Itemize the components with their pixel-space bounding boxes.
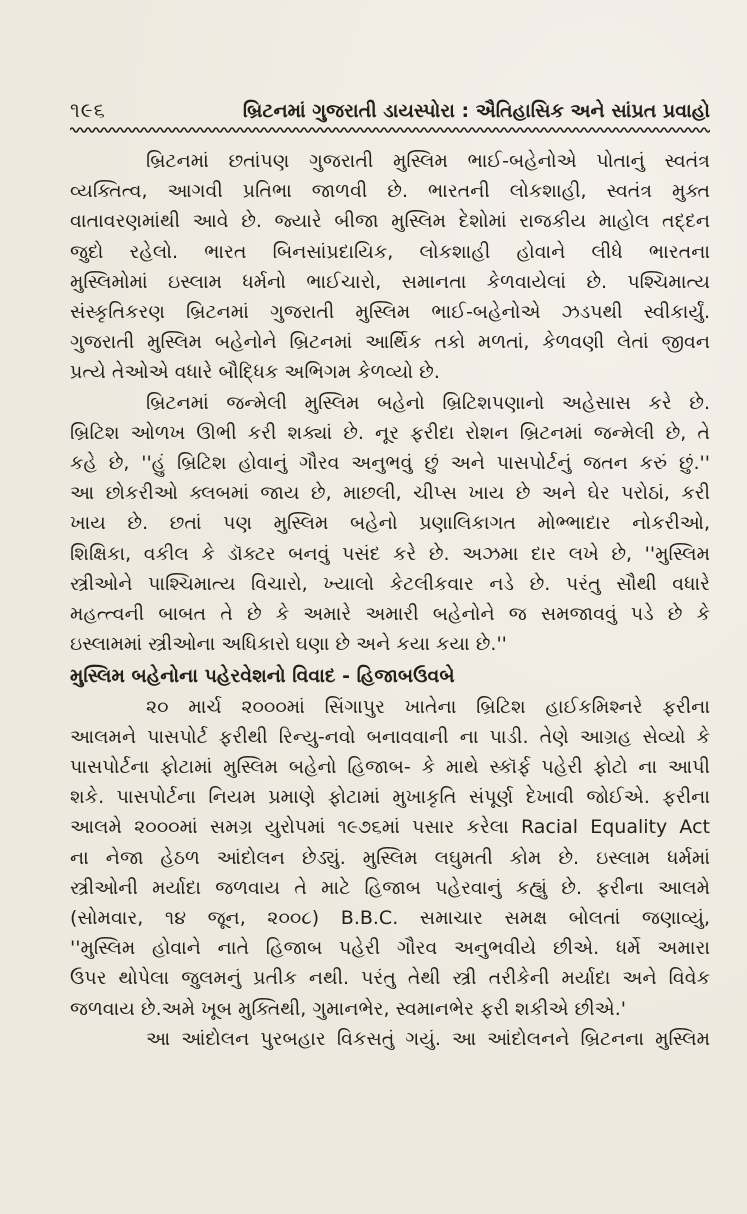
book-title: બ્રિટનમાં ગુજરાતી ડાયસ્પોરા : ઐતિહાસિક અને સાંપ્રત પ્રવાહો (242, 100, 710, 122)
text-line: વાતાવરણમાંથી આવે છે. જ્યારે બીજા મુસ્લિમ દેશોમાં રાજકીય માહોલ તદ્દન (70, 210, 710, 233)
text-line: મહત્ત્વની બાબત તે છે કે અમારે અમારી બહેનોને જ સમજાવવું પડે છે કે (70, 603, 710, 626)
text-line: મુસ્લિમોમાં ઇસ્લામ ધર્મનો ભાઈચારો, સમાનતા કેળવાયેલાં છે. પશ્ચિમાત્ય (70, 270, 710, 293)
text-line: (સોમવાર, ૧૪ જૂન, ૨૦૦૮) B.B.C. સમાચાર સમક્ષ બોલતાં જણાવ્યું, (70, 907, 710, 930)
text-line: જુદો રહેલો. ભારત બિનસાંપ્રદાયિક, લોકશાહી હોવાને લીધે ભારતના (70, 240, 710, 263)
text-line: આલમને પાસપોર્ટ ફરીથી રિન્યુ-નવો બનાવવાની ના પાડી. તેણે આગ્રહ સેવ્યો કે (70, 725, 710, 748)
text-line: કહે છે, ''હું બ્રિટિશ હોવાનું ગૌરવ અનુભવું છું અને પાસપોર્ટનું જતન કરું છું.'' (70, 452, 710, 475)
paragraph-1 (70, 146, 710, 388)
text-line: ઉપર થોપેલા જુલમનું પ્રતીક નથી. પરંતુ તેથી સ્ત્રી તરીકેની મર્યાદા અને વિવેક (70, 967, 710, 990)
page-body (70, 146, 710, 1054)
text-line: સંસ્કૃતિકરણ બ્રિટનમાં ગુજરાતી મુસ્લિમ ભાઈ-બહેનોએ ઝડપથી સ્વીકાર્યું. (70, 301, 710, 324)
text-line: ''મુસ્લિમ હોવાને નાતે હિજાબ પહેરી ગૌરવ અનુભવીયે છીએ. ધર્મે અમારા (70, 937, 710, 960)
text-line: આ આંદોલન પુરબહાર વિકસતું ગયું. આ આંદોલનને બ્રિટનના મુસ્લિમ (146, 1027, 710, 1050)
text-line: ગુજરાતી મુસ્લિમ બહેનોને બ્રિટનમાં આર્થિક તકો મળતાં, કેળવણી લેતાં જીવન (70, 331, 710, 354)
paragraph-3 (70, 692, 710, 1024)
text-line: આલમે ૨૦૦૦માં સમગ્ર યુરોપમાં ૧૯૭૬માં પસાર કરેલા Racial Equality Act (70, 816, 710, 839)
text-line: ખાય છે. છતાં પણ મુસ્લિમ બહેનો પ્રણાલિકાગત મોભ્ભાદાર નોકરીઓ, (70, 512, 710, 535)
text-line: ૨૦ માર્ચ ૨૦૦૦માં સિંગાપુર ખાતેના બ્રિટિશ હાઈકમિશ્નરે ફરીના (146, 695, 710, 718)
text-line: બ્રિટિશ ઓળખ ઊભી કરી શક્યાં છે. નૂર ફરીદા રોશન બ્રિટનમાં જન્મેલી છે, તે (70, 421, 710, 444)
section-heading: મુસ્લિમ બહેનોના પહેરવેશનો વિવાદ - હિજાબઉવબે (70, 665, 455, 688)
text-line: સ્ત્રીઓને પાશ્ચિમાત્ય વિચારો, ખ્યાલો કેટલીકવાર નડે છે. પરંતુ સૌથી વધારે (70, 572, 710, 595)
text-line: સ્ત્રીઓની મર્યાદા જળવાય તે માટે હિજાબ પહેરવાનું કહ્યું છે. ફરીના આલમે (70, 876, 710, 899)
page-number: ૧૯૬ (70, 98, 106, 122)
text-line: બ્રિટનમાં જન્મેલી મુસ્લિમ બહેનો બ્રિટિશપણાનો અહેસાસ કરે છે. (146, 391, 710, 414)
text-line: શકે. પાસપોર્ટના નિયમ પ્રમાણે ફોટામાં મુખાકૃતિ સંપૂર્ણ દેખાવી જોઈએ. ફરીના (70, 786, 710, 809)
text-line: ઇસ્લામમાં સ્ત્રીઓના અધિકારો ઘણા છે અને કયા કયા છે.'' (70, 633, 507, 656)
text-line: વ્યક્તિત્વ, આગવી પ્રતિભા જાળવી છે. ભારતની લોકશાહી, સ્વતંત્ર મુક્ત (70, 180, 710, 203)
text-line: પાસપોર્ટના ફોટામાં મુસ્લિમ બહેનો હિજાબ- કે માથે સ્કૉર્ફ પહેરી ફોટો ના આપી (70, 756, 710, 779)
header-wavy-rule (70, 125, 710, 135)
text-line: શિક્ષિકા, વકીલ કે ડૉક્ટર બનવું પસંદ કરે છે. અઝમા દાર લખે છે, ''મુસ્લિમ (70, 542, 710, 565)
running-header (70, 88, 710, 122)
text-line: પ્રત્યે તેઓએ વધારે બૌદ્ધિક અભિગમ કેળવ્યો છે. (70, 361, 440, 384)
paragraph-4 (70, 1024, 710, 1054)
text-line: જળવાય છે.અમે ખૂબ મુક્તિથી, ગુમાનભેર, સ્વમાનભેર ફરી શકીએ છીએ.' (70, 997, 626, 1020)
paragraph-2 (70, 388, 710, 660)
text-line: આ છોકરીઓ ક્લબમાં જાય છે, માછલી, ચીપ્સ ખાય છે અને ઘેર પરોઠાં, કરી (70, 482, 710, 505)
text-line: ના નેજા હેઠળ આંદોલન છેડ્યું. મુસ્લિમ લઘુમતી કોમ છે. ઇસ્લામ ધર્મમાં (70, 846, 710, 869)
text-line: બ્રિટનમાં છતાંપણ ગુજરાતી મુસ્લિમ ભાઈ-બહેનોએ પોતાનું સ્વતંત્ર (146, 150, 710, 172)
